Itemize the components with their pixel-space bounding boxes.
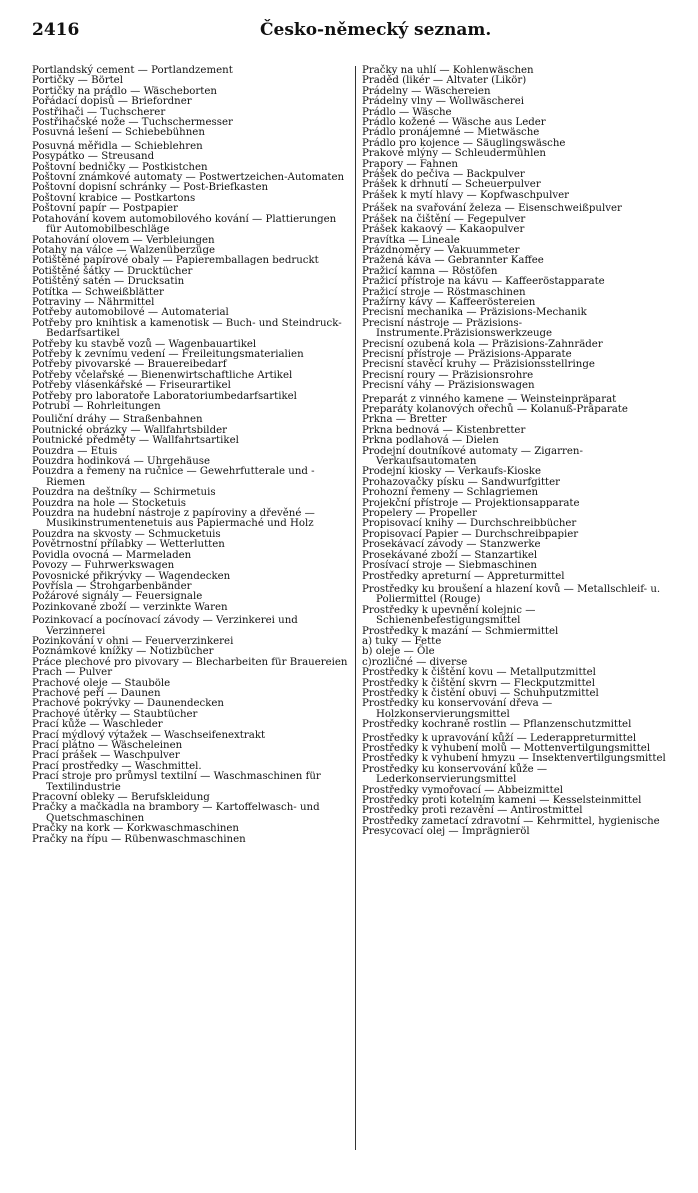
dictionary-entry: Prášek do pečiva — Backpulver (362, 169, 525, 181)
dictionary-entry: Prací plátno — Wäscheleinen (32, 740, 183, 751)
dictionary-entry: Prach — Pulver (32, 667, 113, 679)
dictionary-entry: Pražírny kávy — Kaffeeröstereien (362, 296, 536, 308)
dictionary-entry: Prádlo pro kojence — Säuglingswäsche (362, 137, 566, 149)
dictionary-entry: Poštovní bedničky — Postkistchen (32, 161, 208, 173)
dictionary-entry: Pražená káva — Gebrannter Kaffee (362, 255, 544, 267)
dictionary-entry: Povětrnostní přílabky — Wetterlutten (32, 539, 225, 551)
dictionary-entry: Prádlo kožené — Wäsche aus Leder (362, 117, 546, 129)
dictionary-entry: Povosnické přikrývky — Wagendecken (32, 570, 231, 582)
dictionary-entry: Prkna bednová — Kistenbretter (362, 424, 526, 436)
dictionary-entry: Projekční přístroje — Projektionsapparate (362, 497, 580, 509)
dictionary-entry: Prášek k mytí hlavy — Kopfwaschpulver (362, 189, 569, 201)
dictionary-entry: Pouzdra na hole — Stocketuis (32, 497, 186, 509)
dictionary-entry: Prachové peří — Daunen (32, 687, 161, 699)
dictionary-entry: Povozy — Fuhrwerkswagen (32, 560, 175, 572)
dictionary-entry: Prakové mlýny — Schleudermühlen (362, 148, 546, 160)
dictionary-entry: Portičky — Börtel (32, 75, 123, 87)
dictionary-entry: Pouzdra na skvosty — Schmucketuis (32, 528, 221, 540)
dictionary-entry: Poštovní papír — Postpapier (32, 203, 178, 215)
page-title: Česko-německý seznam. (260, 20, 492, 40)
dictionary-entry: Prosívací stroje — Siebmaschinen (362, 560, 537, 572)
dictionary-entry: Propelery — Propeller (362, 508, 477, 520)
dictionary-entry: Prkna — Bretter (362, 414, 447, 426)
dictionary-entry: Prací prostředky — Waschmittel. (32, 760, 202, 772)
right-column (362, 66, 678, 838)
dictionary-entry: Prachové útěrky — Staubtücher (32, 708, 198, 720)
dictionary-entry: Precisní ozubená kola — Präzisions-Zahnräder (362, 338, 603, 350)
dictionary-entry: Prostředky k čištění skvrn — Fleckputzmittel (362, 677, 595, 689)
dictionary-entry: Presycovací olej — Imprägnieröl (362, 826, 530, 838)
dictionary-entry: Poutnické obrázky — Wallfahrtsbilder (32, 424, 227, 436)
dictionary-entry: Pozinkování v ohni — Feuerverzinkerei (32, 635, 234, 647)
dictionary-entry: Poutnické předměty — Wallfahrtsartikel (32, 435, 239, 447)
dictionary-entry: Potrubí — Rohrleitungen (32, 401, 161, 412)
dictionary-entry: Potahy na válce — Walzenüberzüge (32, 244, 215, 256)
dictionary-entry: Preparáty kolanových ořechů — Kolanuß-Präparate (362, 404, 628, 415)
dictionary-entry: Prázdnoměry — Vakuummeter (362, 244, 520, 256)
dictionary-entry: Práce plechové pro pivovary — Blecharbeiten für Brauereien (32, 656, 348, 668)
dictionary-entry: b) oleje — Öle (362, 646, 435, 658)
dictionary-entry: Pouzdra a řemeny na ručnice — Gewehrfutterale und -Riemen (32, 466, 315, 488)
dictionary-entry: Prostředky zametací zdravotní — Kehrmittel, hygienische (362, 815, 660, 827)
dictionary-entry: Prachové pokrývky — Daunendecken (32, 698, 224, 710)
dictionary-entry: Prapory — Fahnen (362, 158, 458, 170)
dictionary-entry: Potištěný satén — Drucksatin (32, 276, 185, 288)
dictionary-entry: Prací mýdlový výtažek — Waschseifenextrakt (32, 729, 266, 741)
dictionary-entry: Prádelny vlny — Wollwäscherei (362, 96, 525, 108)
dictionary-entry: Prostředky k upravování kůží — Lederappreturmittel (362, 732, 637, 744)
dictionary-entry: Portičky na prádlo — Wäscheborten (32, 85, 217, 97)
dictionary-entry: Precisní váhy — Präzisionswagen (362, 380, 535, 392)
dictionary-entry: Prachové oleje — Stauböle (32, 677, 171, 689)
dictionary-entry: Pražicí stroje — Röstmaschinen (362, 286, 526, 298)
dictionary-entry: Potřeby vlásenkářské — Friseurartikel (32, 380, 231, 392)
dictionary-entry: Prohazovačky písku — Sandwurfgitter (362, 476, 561, 488)
dictionary-entry: Potřeby ku stavbě vozů — Wagenbauartikel (32, 338, 257, 350)
dictionary-entry: Pouzdra — Etuis (32, 445, 118, 457)
dictionary-entry: Pracovní obleky — Berufskleidung (32, 792, 210, 804)
dictionary-entry: Prodejní kiosky — Verkaufs-Kioske (362, 466, 542, 478)
dictionary-entry: Pražicí kamna — Röstöfen (362, 265, 498, 277)
dictionary-entry: Prací stroje pro průmysl textilní — Waschmaschinen für Textilindustrie (32, 771, 321, 793)
dictionary-entry: Potřeby včelařské — Bienenwirtschaftliche Artikel (32, 369, 293, 381)
dictionary-entry: Portlandský cement — Portlandzement (32, 65, 233, 76)
column-divider (355, 66, 356, 1150)
dictionary-entry: Prostředky ku broušení a hlazení kovů — Metallschleif- u. Poliermittel (Rouge) (362, 583, 661, 606)
dictionary-entry: Prášek na svařování železa — Eisenschweißpulver (362, 203, 622, 215)
dictionary-entry: Prací kůže — Waschleder (32, 719, 163, 731)
page-number: 2416 (32, 20, 80, 40)
dictionary-entry: Prostředky proti kotelním kameni — Kesselsteinmittel (362, 795, 642, 807)
dictionary-entry: Pozinkované zboží — verzinkte Waren (32, 601, 228, 613)
dictionary-entry: Precisní stavěcí kruhy — Präzisionsstellringe (362, 359, 595, 371)
dictionary-entry: Prostředky k upevnění kolejnic — Schienenbefestigungsmittel (362, 604, 536, 627)
dictionary-entry: Pozinkovací a pocínovací závody — Verzinkerei und Verzinnerei (32, 615, 298, 637)
dictionary-entry: Pouzdra hodinková — Uhrgehäuse (32, 456, 211, 468)
dictionary-entry: Pračky a mačkadla na brambory — Kartoffelwasch- und Quetschmaschinen (32, 802, 320, 824)
dictionary-entry: Precisní přístroje — Präzisions-Apparate (362, 348, 572, 360)
dictionary-entry: Povidla ovocná — Marmeladen (32, 549, 192, 561)
dictionary-entry: Poštovní krabice — Postkartons (32, 192, 196, 204)
dictionary-entry: Prostředky apreturní — Appreturmittel (362, 570, 565, 582)
dictionary-entry: Postřihačské nože — Tuchschermesser (32, 117, 233, 129)
dictionary-entry: Pračky na uhlí — Kohlenwäschen (362, 65, 534, 76)
dictionary-entry: Povřísla — Strohgarbenbänder (32, 580, 192, 592)
dictionary-entry: Potištěné papírové obaly — Papieremballagen bedruckt (32, 255, 319, 267)
dictionary-entry: Poštovní známkové automaty — Postwertzeichen-Automaten (32, 172, 345, 184)
dictionary-entry: a) tuky — Fette (362, 635, 442, 647)
dictionary-entry: Prkna podlahová — Dielen (362, 435, 499, 447)
dictionary-entry: Prostředky k čištění kovu — Metallputzmittel (362, 667, 596, 679)
dictionary-entry: Prostředky k mazání — Schmiermittel (362, 625, 559, 637)
dictionary-entry: Propisovací knihy — Durchschreibbücher (362, 518, 577, 530)
dictionary-entry: Prádlo pronájemné — Mietwäsche (362, 127, 540, 139)
dictionary-entry: Posuvná měřidla — Schieblehren (32, 140, 203, 152)
page-header (32, 20, 678, 42)
dictionary-entry: Prostředky ku konservování dřeva — Holzkonservierungsmittel (362, 698, 553, 720)
dictionary-entry: Prostředky ku konservování kůže — Lederkonservierungsmittel (362, 763, 548, 786)
dictionary-entry: Prostředky k vyhubení hmyzu — Insektenvertilgungsmittel (362, 753, 666, 765)
dictionary-entry: Precisní roury — Präzisionsrohre (362, 369, 534, 381)
dictionary-entry: Precisní mechanika — Präzisions-Mechanik (362, 307, 587, 319)
dictionary-entry: Praděd (likér — Altvater (Likör) (362, 75, 527, 87)
dictionary-entry: Potřeby k zevnímu vedení — Freileitungsmaterialien (32, 348, 304, 360)
dictionary-entry: Postřihači — Tuchscherer (32, 106, 166, 118)
dictionary-entry: Prostředky k vyhubení molů — Mottenvertilgungsmittel (362, 743, 651, 754)
dictionary-entry: Pračky na řípu — Rübenwaschmaschinen (32, 833, 246, 845)
dictionary-entry: Prodejní doutníkové automaty — Zigarren-Verkaufsautomaten (362, 445, 583, 468)
dictionary-entry: Prádelny — Wäschereien (362, 85, 491, 97)
dictionary-entry: Potřeby pro laboratoře Laboratoriumbedarfsartikel (32, 390, 297, 402)
dictionary-entry: Preparát z vinného kamene — Weinsteinpräparat (362, 393, 617, 405)
left-column (32, 66, 348, 845)
dictionary-entry: Potřeby automobilové — Automaterial (32, 307, 229, 319)
dictionary-entry: Prášek na čištění — Fegepulver (362, 213, 526, 225)
dictionary-entry: c)rozličné — diverse (362, 656, 468, 668)
dictionary-entry: Prádlo — Wäsche (362, 106, 452, 118)
dictionary-entry: Prostředky kochraně rostlin — Pflanzenschutzmittel (362, 719, 632, 731)
dictionary-entry: Pořádací dopisů — Briefordner (32, 96, 192, 108)
dictionary-entry: Pouzdra na hudební nástroje z papíroviny a dřevěné — Musikinstrumentenetuis aus Papiermaché und Holz (32, 508, 315, 530)
dictionary-entry: Prostředky proti rezavění — Antirostmittel (362, 805, 583, 817)
dictionary-entry: Prosekávací závody — Stanzwerke (362, 539, 541, 551)
dictionary-entry: Prostředky k čistění obuvi — Schuhputzmittel (362, 687, 599, 699)
dictionary-entry: Potítka — Schweißblätter (32, 286, 164, 298)
dictionary-entry: Pražicí přístroje na kávu — Kaffeeröstapparate (362, 276, 605, 288)
dictionary-entry: Prosekávané zboží — Stanzartikel (362, 549, 538, 561)
dictionary-entry: Posuvná lešení — Schiebebühnen (32, 127, 205, 139)
dictionary-entry: Precisní nástroje — Präzisions-Instrumente.Präzisionswerkzeuge (362, 317, 553, 340)
dictionary-entry: Pračky na kork — Korkwaschmaschinen (32, 823, 239, 835)
dictionary-entry: Pouzdra na deštníky — Schirmetuis (32, 487, 216, 499)
dictionary-entry: Prací prášek — Waschpulver (32, 750, 180, 762)
dictionary-entry: Prostředky vymořovací — Abbeizmittel (362, 784, 563, 796)
dictionary-entry: Potištěné šátky — Drucktücher (32, 265, 193, 277)
dictionary-entry: Požárové signály — Feuersignale (32, 591, 203, 603)
dictionary-entry: Potahování olovem — Verbleiungen (32, 234, 215, 246)
dictionary-entry: Prášek kakaový — Kakaopulver (362, 224, 525, 236)
dictionary-entry: Potraviny — Nährmittel (32, 296, 155, 308)
dictionary-entry: Prášek k drhnutí — Scheuerpulver (362, 179, 541, 191)
dictionary-entry: Pravítka — Lineale (362, 234, 460, 246)
dictionary-entry: Posypátko — Streusand (32, 151, 155, 163)
dictionary-entry: Poznámkové knížky — Notizbücher (32, 646, 214, 658)
dictionary-entry: Prohozní řemeny — Schlagriemen (362, 487, 539, 499)
dictionary-entry: Poštovní dopisní schránky — Post-Briefkasten (32, 182, 269, 194)
dictionary-entry: Pouliční dráhy — Straßenbahnen (32, 414, 203, 426)
dictionary-entry: Propisovací Papier — Durchschreibpapier (362, 528, 579, 540)
dictionary-entry: Potahování kovem automobilového kování — Plattierungen für Automobilbeschläge (32, 213, 337, 236)
dictionary-entry: Potřeby pivovarské — Brauereibedarf (32, 359, 227, 371)
dictionary-entry: Potřeby pro knihtisk a kamenotisk — Buch- und Steindruck-Bedarfsartikel (32, 317, 342, 340)
